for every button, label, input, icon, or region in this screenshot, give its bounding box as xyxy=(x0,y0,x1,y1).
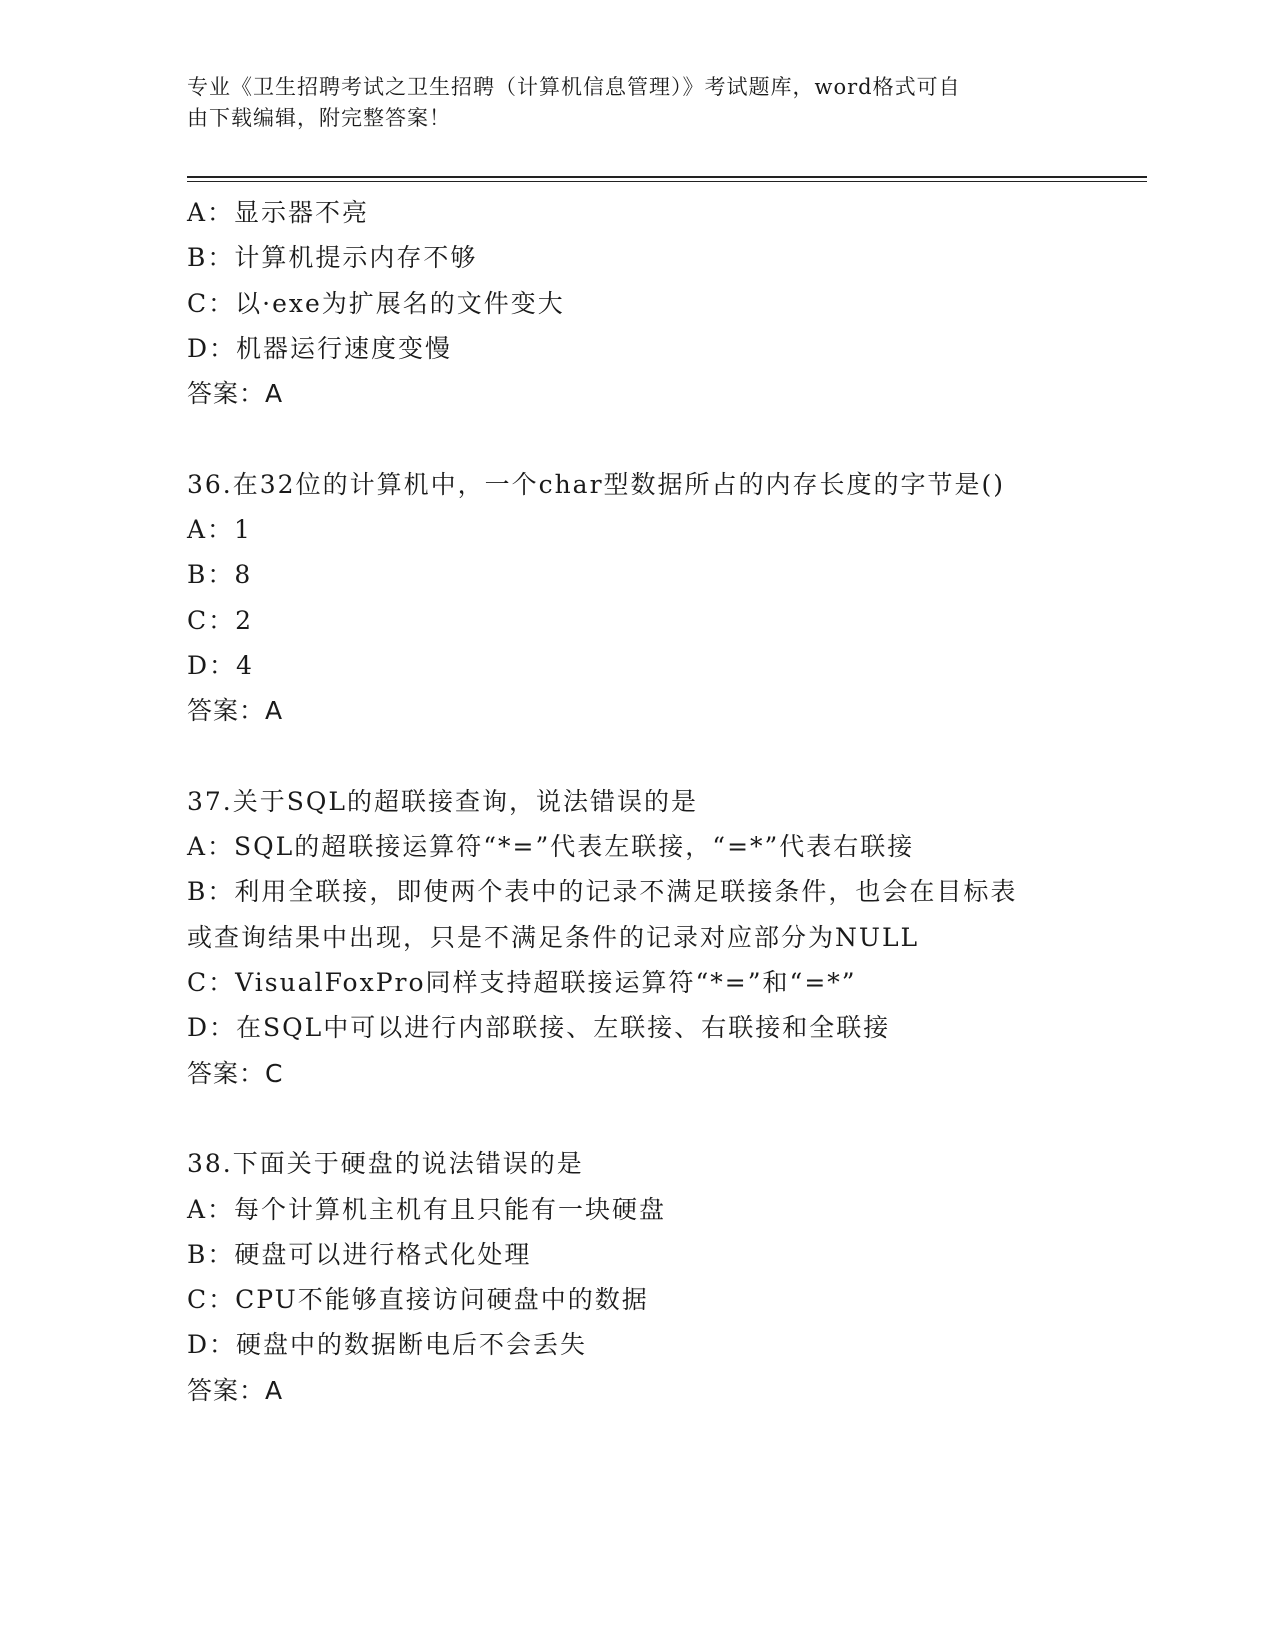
document-header xyxy=(187,72,1067,134)
question-36-block xyxy=(187,462,1067,734)
question-list xyxy=(187,190,1067,1413)
q35-option-c: C：以·exe为扩展名的文件变大 xyxy=(187,288,565,318)
q36-option-d: D：4 xyxy=(187,650,254,680)
spacer xyxy=(187,416,1067,461)
spacer xyxy=(187,734,1067,779)
q37-option-c: C：VisualFoxPro同样支持超联接运算符“*=”和“=*” xyxy=(187,968,857,998)
q36-option-a: A：1 xyxy=(187,515,252,545)
q38-option-b: B：硬盘可以进行格式化处理 xyxy=(187,1239,532,1269)
question-37-block xyxy=(187,779,1067,1096)
q35-option-b: B：计算机提示内存不够 xyxy=(187,243,478,273)
q37-answer: 答案：C xyxy=(187,1058,284,1088)
q37-option-a: A：SQL的超联接运算符“*=”代表左联接，“=*”代表右联接 xyxy=(187,832,915,862)
header-rule-thin xyxy=(187,181,1147,182)
q38-question: 38.下面关于硬盘的说法错误的是 xyxy=(187,1149,584,1179)
header-rule-thick xyxy=(187,176,1147,178)
header-line-1: 专业《卫生招聘考试之卫生招聘（计算机信息管理）》考试题库，word格式可自 xyxy=(187,75,961,99)
q35-answer: 答案：A xyxy=(187,379,284,409)
q37-option-b-line-1: B：利用全联接，即使两个表中的记录不满足联接条件，也会在目标表 xyxy=(187,877,1018,907)
q38-option-a: A：每个计算机主机有且只能有一块硬盘 xyxy=(187,1194,667,1224)
q37-option-d: D：在SQL中可以进行内部联接、左联接、右联接和全联接 xyxy=(187,1013,891,1043)
q38-option-c: C：CPU不能够直接访问硬盘中的数据 xyxy=(187,1285,649,1315)
header-line-2: 由下载编辑，附完整答案！ xyxy=(187,106,451,130)
q37-question: 37.关于SQL的超联接查询，说法错误的是 xyxy=(187,786,698,816)
q36-option-b: B：8 xyxy=(187,560,253,590)
question-38-block xyxy=(187,1141,1067,1413)
q37-option-b-line-2: 或查询结果中出现，只是不满足条件的记录对应部分为NULL xyxy=(187,922,920,952)
q36-option-c: C：2 xyxy=(187,605,254,635)
q36-question: 36.在32位的计算机中，一个char型数据所占的内存长度的字节是() xyxy=(187,469,1006,499)
question-35-block xyxy=(187,190,1067,416)
q36-answer: 答案：A xyxy=(187,696,284,726)
q35-option-a: A：显示器不亮 xyxy=(187,198,370,227)
spacer xyxy=(187,1096,1067,1141)
q38-answer: 答案：A xyxy=(187,1375,284,1405)
q38-option-d: D：硬盘中的数据断电后不会丢失 xyxy=(187,1330,588,1360)
q35-option-d: D：机器运行速度变慢 xyxy=(187,333,453,363)
